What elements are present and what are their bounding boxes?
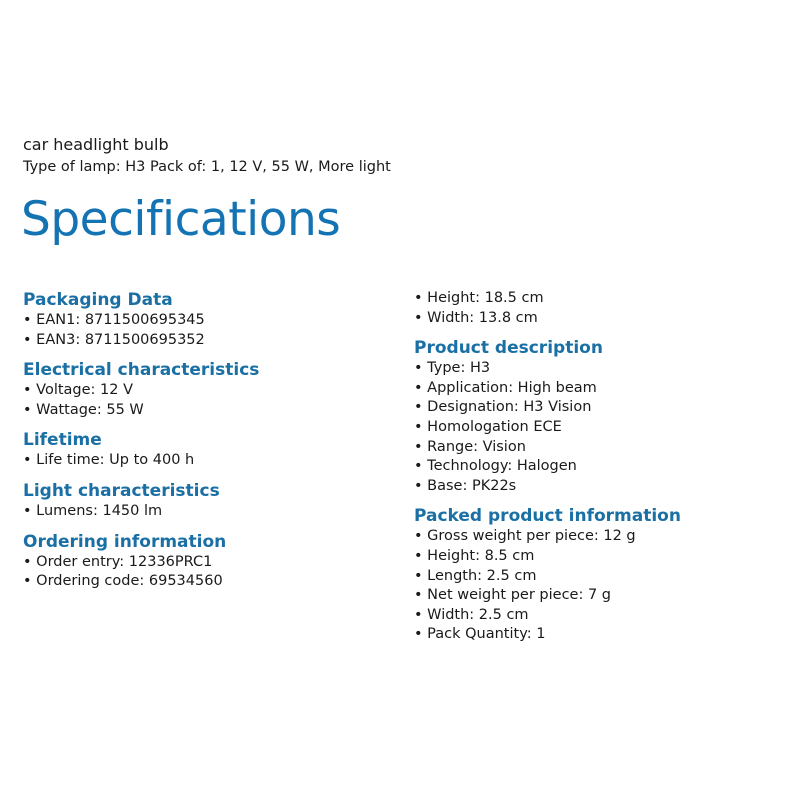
spec-section-light-characteristics [23, 480, 393, 522]
page-title: Specifications [21, 192, 341, 247]
section-heading: Electrical characteristics [23, 360, 260, 381]
section-heading: Packaging Data [23, 290, 173, 310]
section-heading: Packed product information [414, 506, 681, 527]
spec-item: • Homologation ECE [414, 418, 784, 438]
spec-list [414, 527, 784, 645]
spec-item: • Designation: H3 Vision [414, 398, 784, 418]
spec-list [414, 289, 784, 328]
section-heading: Product description [414, 338, 603, 359]
spec-item: • Width: 2.5 cm [414, 606, 784, 626]
spec-item: • Base: PK22s [414, 477, 784, 497]
spec-item: • Range: Vision [414, 438, 784, 458]
spec-section-packaging-data [23, 289, 393, 350]
spec-item: • Voltage: 12 V [23, 381, 393, 401]
spec-item: • Gross weight per piece: 12 g [414, 527, 784, 547]
section-heading: Lifetime [23, 430, 102, 451]
spec-list [23, 381, 393, 420]
spec-item: • Height: 18.5 cm [414, 289, 784, 309]
spec-column-right [414, 289, 784, 654]
spec-item: • Wattage: 55 W [23, 401, 393, 421]
section-heading: Light characteristics [23, 480, 220, 501]
spec-item: • Application: High beam [414, 379, 784, 399]
spec-list [23, 451, 393, 471]
product-name: car headlight bulb [23, 135, 169, 154]
product-subtitle: Type of lamp: H3 Pack of: 1, 12 V, 55 W, More light [23, 159, 391, 175]
spec-section-ordering-information [23, 531, 393, 592]
spec-item: • Lumens: 1450 lm [23, 502, 393, 522]
spec-section-product-description [414, 337, 784, 496]
spec-item: • EAN1: 8711500695345 [23, 311, 393, 331]
spec-list [23, 553, 393, 592]
spec-item: • Net weight per piece: 7 g [414, 586, 784, 606]
spec-item: • EAN3: 8711500695352 [23, 331, 393, 351]
spec-item: • Life time: Up to 400 h [23, 451, 393, 471]
spec-list [23, 311, 393, 350]
spec-item: • Type: H3 [414, 359, 784, 379]
spec-item: • Width: 13.8 cm [414, 309, 784, 329]
section-heading: Ordering information [23, 531, 227, 552]
spec-section-lifetime [23, 429, 393, 471]
spec-section-electrical-characteristics [23, 359, 393, 420]
spec-item: • Height: 8.5 cm [414, 547, 784, 567]
spec-column-left [23, 289, 393, 601]
spec-section-continued [414, 289, 784, 328]
spec-item: • Length: 2.5 cm [414, 567, 784, 587]
spec-item: • Technology: Halogen [414, 457, 784, 477]
spec-list [414, 359, 784, 496]
spec-list [23, 502, 393, 522]
spec-item: • Ordering code: 69534560 [23, 572, 393, 592]
spec-item: • Pack Quantity: 1 [414, 625, 784, 645]
spec-section-packed-product-information [414, 505, 784, 645]
spec-item: • Order entry: 12336PRC1 [23, 553, 393, 573]
